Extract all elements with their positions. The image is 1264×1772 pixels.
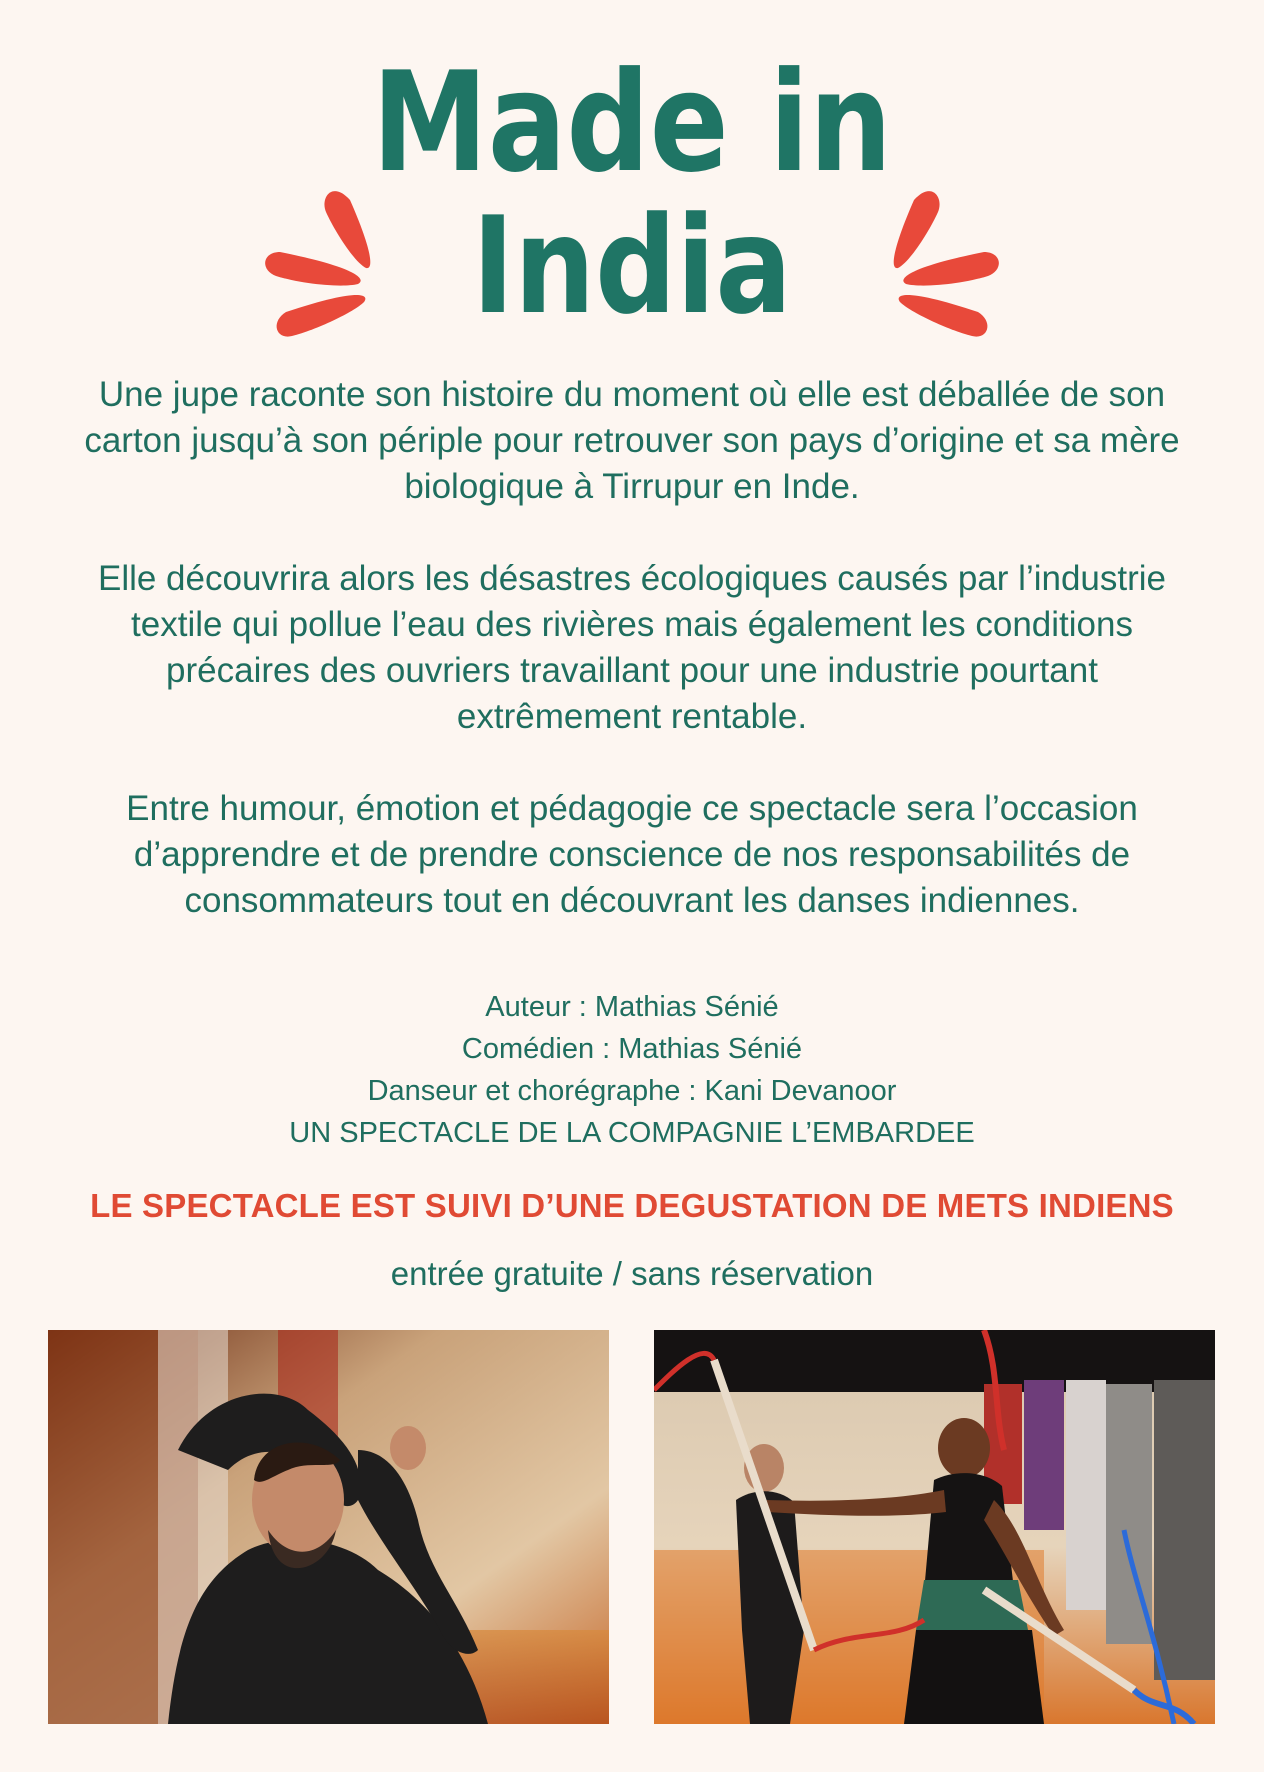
paragraph-2: Elle découvrira alors les désastres écologiques causés par l’industrie textile qui pollue l’eau des rivières mais également les conditions précaires des ouvriers travaillant pour une industrie pourtant extrêmement rentable. [97, 559, 1167, 736]
title-line-1: Made in [372, 42, 892, 203]
credit-actor: Comédien : Mathias Sénié [461, 1033, 803, 1065]
left-burst-icon [265, 191, 370, 336]
title-block [0, 30, 1264, 360]
photo-actor [48, 1330, 609, 1724]
title-line-2: India [472, 188, 792, 344]
description [80, 372, 1184, 924]
right-burst-icon [894, 191, 999, 336]
credit-author: Auteur : Mathias Sénié [485, 991, 779, 1023]
credits [80, 986, 1184, 1154]
tasting-notice: LE SPECTACLE EST SUIVI D’UNE DEGUSTATION DE METS INDIENS [90, 1187, 1174, 1224]
credit-dancer: Danseur et chorégraphe : Kani Devanoor [367, 1075, 897, 1107]
credit-company: UN SPECTACLE DE LA COMPAGNIE L’EMBARDEE [289, 1117, 975, 1149]
title-logo [262, 30, 1002, 360]
photo-dancer [654, 1330, 1215, 1724]
paragraph-1: Une jupe raconte son histoire du moment où elle est déballée de son carton jusqu’à son périple pour retrouver son pays d’origine et sa mère biologique à Tirrupur en Inde. [84, 375, 1180, 506]
entry-info: entrée gratuite / sans réservation [390, 1255, 874, 1292]
paragraph-3: Entre humour, émotion et pédagogie ce spectacle sera l’occasion d’apprendre et de prendre conscience de nos responsabilités de consommateurs tout en découvrant les danses indiennes. [126, 789, 1138, 920]
